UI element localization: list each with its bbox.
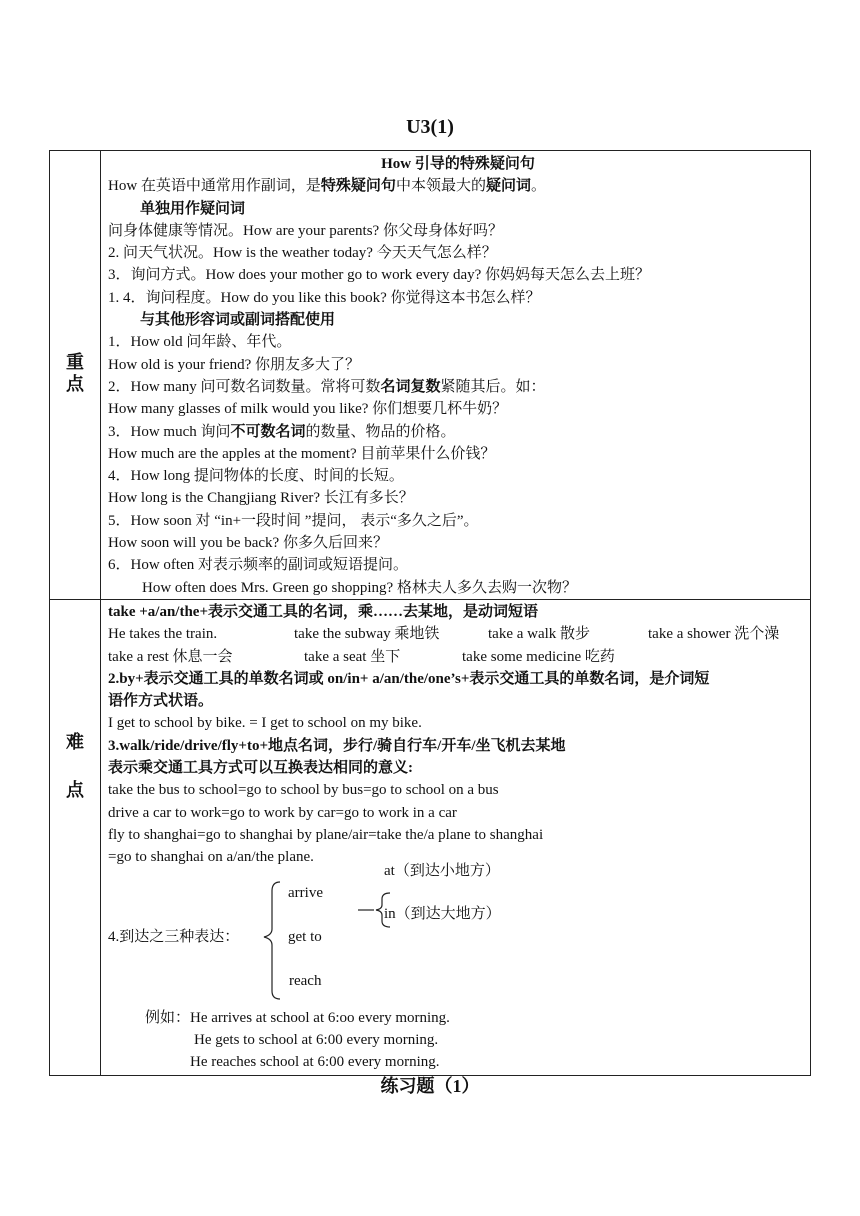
text-line: How many glasses of milk would you like? 你们想要几杯牛奶？ bbox=[108, 401, 508, 418]
text-line: 问身体健康等情况。How are your parents? 你父母身体好吗？ bbox=[108, 222, 503, 239]
difficult-points-label-char-2: 点 bbox=[66, 780, 84, 800]
row-divider bbox=[50, 599, 810, 600]
example-row: He takes the train. take the subway 乘地铁 take a walk 散步 take a shower 洗个澡 bbox=[108, 626, 780, 643]
reach-option: reach bbox=[289, 972, 322, 989]
text-line: 2．How many 问可数名词数量。常将可数名词复数紧随其后。如： bbox=[108, 378, 546, 395]
difficult-points-content bbox=[108, 601, 808, 1073]
text-line: 3．How much 询问不可数名词的数量、物品的价格。 bbox=[108, 423, 456, 440]
column-divider bbox=[100, 151, 101, 1075]
intro-line: How 在英语中通常用作副词，是特殊疑问句中本领最大的疑问词。 bbox=[108, 178, 546, 195]
rule-heading: 表示乘交通工具方式可以互换表达相同的意义: bbox=[108, 760, 413, 777]
text-line: =go to shanghai on a/an/the plane. bbox=[108, 849, 314, 866]
getto-option: get to bbox=[288, 928, 322, 945]
in-option: in（到达大地方） bbox=[384, 905, 501, 922]
text-line: 5．How soon 对 “in+一段时间 ”提问， 表示“多久之后”。 bbox=[108, 512, 479, 529]
text-line: 6．How often 对表示频率的副词或短语提问。 bbox=[108, 557, 408, 574]
text-line: How often does Mrs. Green go shopping? 格林夫人多久去购一次物？ bbox=[142, 579, 577, 596]
text-line: How old is your friend? 你朋友多大了？ bbox=[108, 356, 361, 373]
subheading-standalone: 单独用作疑问词 bbox=[140, 200, 246, 217]
text-line: 3．询问方式。How does your mother go to work every day? 你妈妈每天怎么去上班？ bbox=[108, 267, 651, 284]
difficult-points-label bbox=[50, 731, 100, 801]
text-line: 1. 4．询问程度。How do you like this book? 你觉得这本书怎么样？ bbox=[108, 289, 541, 306]
text-line: take the bus to school=go to school by bus=go to school on a bus bbox=[108, 782, 499, 799]
key-points-label-char-2: 点 bbox=[66, 374, 84, 394]
rule-heading: 2.by+表示交通工具的单数名词或 on/in+ a/an/the/one’s+表示交通工具的单数名词，是介词短 bbox=[108, 670, 710, 687]
arrival-structure-diagram bbox=[108, 862, 808, 1007]
section-heading: How 引导的特殊疑问句 bbox=[381, 156, 535, 172]
rule-heading: 3.walk/ride/drive/fly+to+地点名词，步行/骑自行车/开车/坐飞机去某地 bbox=[108, 737, 566, 754]
text-line: 4．How long 提问物体的长度、时间的长短。 bbox=[108, 468, 404, 485]
text-line: How long is the Changjiang River? 长江有多长？ bbox=[108, 490, 414, 507]
text-line: How much are the apples at the moment? 目前苹果什么价钱？ bbox=[108, 445, 496, 462]
text-line: How soon will you be back? 你多久后回来？ bbox=[108, 535, 388, 552]
subheading-combined: 与其他形容词或副词搭配使用 bbox=[140, 312, 336, 329]
arrive-option: arrive bbox=[288, 884, 323, 901]
example-line: He reaches school at 6:00 every morning. bbox=[190, 1054, 440, 1071]
key-points-label bbox=[50, 351, 100, 395]
arrival-label: 4.到达之三种表达： bbox=[108, 928, 240, 945]
text-line: fly to shanghai=go to shanghai by plane/air=take the/a plane to shanghai bbox=[108, 826, 544, 843]
rule-heading: take +a/an/the+表示交通工具的名词，乘……去某地，是动词短语 bbox=[108, 604, 539, 620]
page-title: U3(1) bbox=[406, 116, 454, 138]
text-line: 1．How old 问年龄、年代。 bbox=[108, 334, 292, 351]
text-line: drive a car to work=go to work by car=go to work in a car bbox=[108, 804, 457, 821]
at-option: at（到达小地方） bbox=[384, 862, 500, 879]
text-line: 2. 问天气状况。How is the weather today? 今天天气怎么样？ bbox=[108, 245, 497, 262]
example-line: 例如：He arrives at school at 6:oo every morning. bbox=[145, 1009, 450, 1026]
rule-heading: 语作方式状语。 bbox=[108, 693, 214, 710]
lesson-table bbox=[49, 150, 811, 1076]
difficult-points-label-char-1: 难 bbox=[66, 732, 84, 752]
key-points-content bbox=[108, 153, 808, 599]
key-points-label-char-1: 重 bbox=[66, 352, 84, 372]
text-line: I get to school by bike. = I get to school on my bike. bbox=[108, 715, 422, 732]
example-line: He gets to school at 6:00 every morning. bbox=[194, 1031, 439, 1048]
exercise-title: 练习题（1） bbox=[380, 1076, 480, 1096]
example-row: take a rest 休息一会 take a seat 坐下 take some medicine 吃药 bbox=[108, 648, 615, 665]
